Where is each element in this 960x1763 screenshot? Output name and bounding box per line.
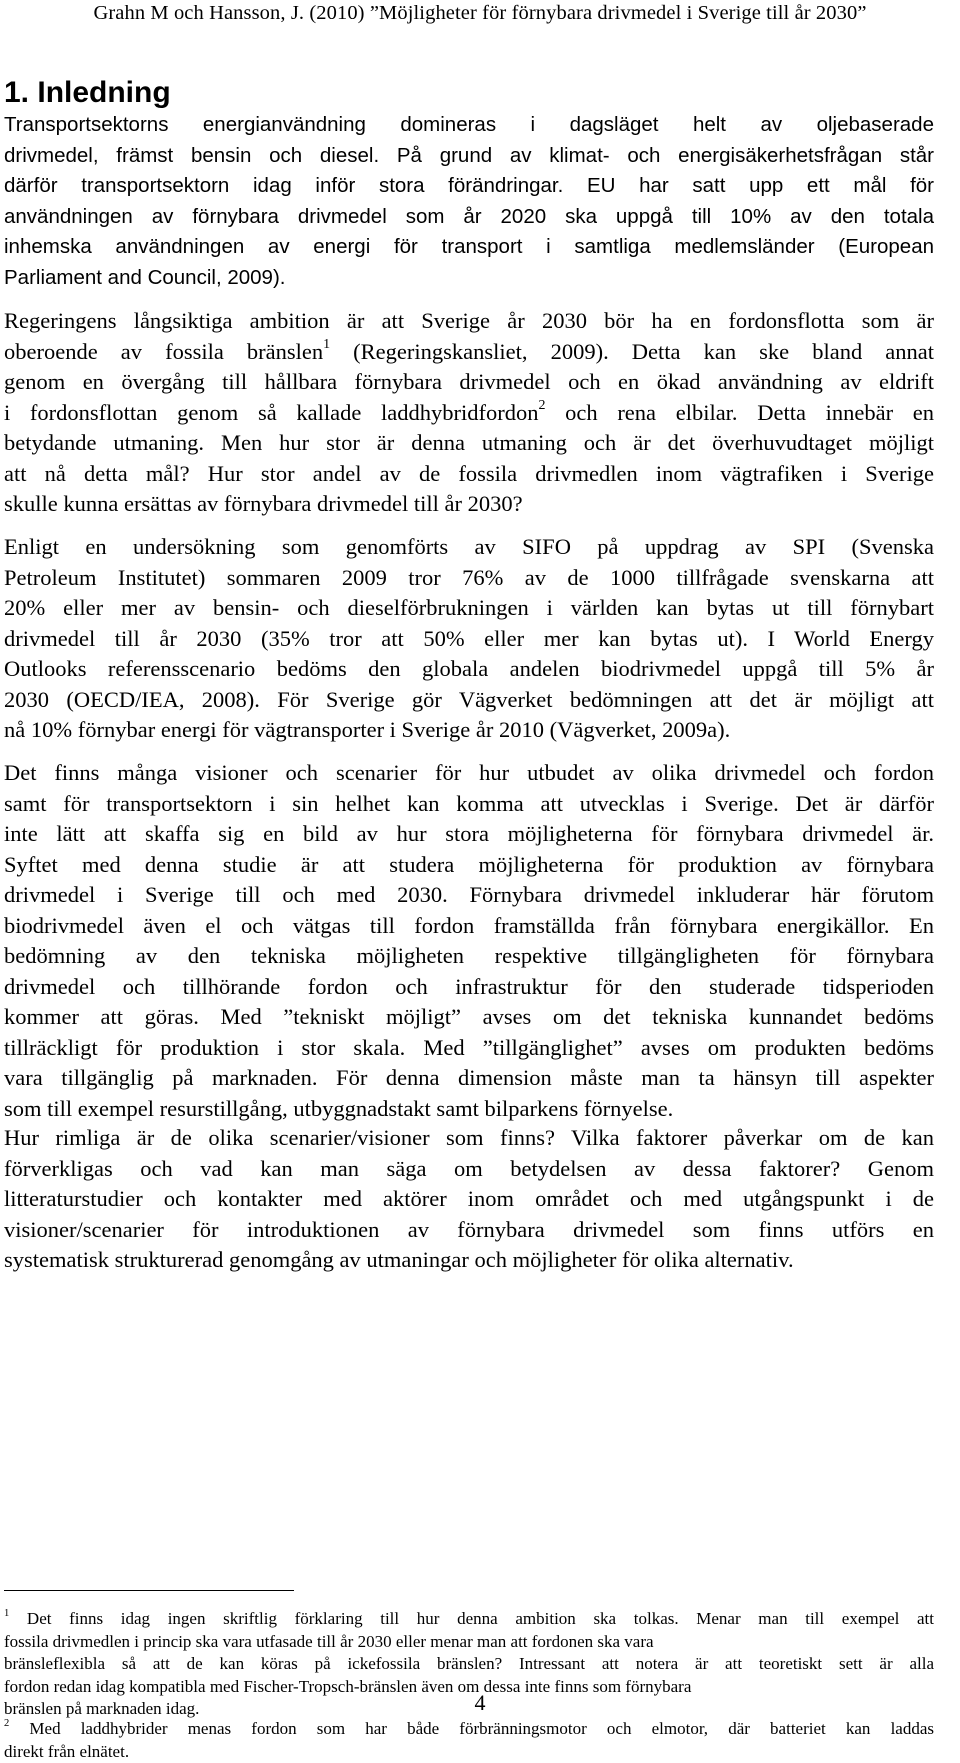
text-line: litteraturstudier och kontakter med aktörer inom området och med utgångspunkt i de [4,1184,934,1215]
text-line: bedömning av den tekniska möjligheten respektive tillgängligheten för förnybara [4,941,934,972]
text-line: fordon redan idag kompatibla med Fischer-Tropsch-bränslen även om dessa inte finns som förnybara [4,1676,934,1699]
text-line [4,337,934,368]
text-line: drivmedel och tillhörande fordon och infrastruktur för den studerade tidsperioden [4,972,934,1003]
footnote-ref-1: 1 [323,337,330,352]
text-line: drivmedel, främst bensin och diesel. På grund av klimat- och energisäkerhetsfrågan står [4,141,934,172]
footnote-number: 1 [4,1608,9,1619]
text-line: systematisk strukturerad genomgång av utmaningar och möjligheter för olika alternativ. [4,1245,934,1276]
text-line: visioner/scenarier för introduktionen av förnybara drivmedel som finns utförs en [4,1215,934,1246]
text-segment: i fordonsflottan genom så kallade laddhybridfordon [4,400,539,425]
text-line: förverkligas och vad kan man säga om betydelsen av dessa faktorer? Genom [4,1154,934,1185]
text-line: Enligt en undersökning som genomförts av SIFO på uppdrag av SPI (Svenska [4,532,934,563]
text-line [4,1608,934,1631]
text-line: 20% eller mer av bensin- och dieselförbrukningen i världen kan bytas ut till förnybart [4,593,934,624]
text-segment: Med laddhybrider menas fordon som har både förbränningsmotor och elmotor, där batteriet kan laddas [9,1719,934,1738]
text-line: nå 10% förnybar energi för vägtransporter i Sverige år 2010 (Vägverket, 2009a). [4,715,934,746]
text-line: betydande utmaning. Men hur stor är denna utmaning och är det överhuvudtaget möjligt [4,428,934,459]
text-line: inhemska användningen av energi för transport i samtliga medlemsländer (European [4,232,934,263]
text-line: Transportsektorns energianvändning domineras i dagsläget helt av oljebaserade [4,110,934,141]
paragraph-questions [4,1123,934,1276]
footnote-2 [4,1718,934,1763]
text-line: Hur rimliga är de olika scenarier/visioner som finns? Vilka faktorer påverkar om de kan [4,1123,934,1154]
text-line: Regeringens långsiktiga ambition är att Sverige år 2030 bör ha en fordonsflotta som är [4,306,934,337]
text-line: skulle kunna ersättas av förnybara drivmedel till år 2030? [4,489,934,520]
text-segment: oberoende av fossila bränslen [4,339,323,364]
text-line: användningen av förnybara drivmedel som år 2020 ska uppgå till 10% av den totala [4,202,934,233]
text-segment: (Regeringskansliet, 2009). Detta kan ske bland annat [330,339,934,364]
text-line: Parliament and Council, 2009). [4,263,934,294]
text-line: att nå detta mål? Hur stor andel av de fossila drivmedlen inom vägtrafiken i Sverige [4,459,934,490]
text-line: Syftet med denna studie är att studera möjligheterna för produktion av förnybara [4,850,934,881]
text-line: som till exempel resurstillgång, utbyggnadstakt samt bilparkens förnyelse. [4,1094,934,1125]
text-line [4,1718,934,1741]
text-segment: Det finns idag ingen skriftlig förklaring till hur denna ambition ska tolkas. Menar man till exempel att [9,1609,934,1628]
paragraph-intro [4,110,934,293]
section-heading: 1. Inledning [4,76,171,110]
text-line: bränslen på marknaden idag. [4,1698,934,1721]
text-line: därför transportsektorn idag inför stora förändringar. EU har satt upp ett mål för [4,171,934,202]
text-line: vara tillgänglig på marknaden. För denna dimension måste man ta hänsyn till aspekter [4,1063,934,1094]
text-line: biodrivmedel även el och vätgas till fordon framställda från förnybara energikällor. En [4,911,934,942]
paragraph-survey [4,532,934,746]
text-line: direkt från elnätet. [4,1741,934,1763]
text-line: Petroleum Institutet) sommaren 2009 tror 76% av de 1000 tillfrågade svenskarna att [4,563,934,594]
paragraph-ambition [4,306,934,520]
text-line: genom en övergång till hållbara förnybara drivmedel och en ökad användning av eldrift [4,367,934,398]
text-line [4,398,934,429]
text-line: kommer att göras. Med ”tekniskt möjligt” avses om det tekniska kunnandet bedöms [4,1002,934,1033]
footnote-separator [4,1590,294,1591]
text-line: drivmedel i Sverige till och med 2030. Förnybara drivmedel inkluderar här förutom [4,880,934,911]
text-line: drivmedel till år 2030 (35% tror att 50% eller mer kan bytas ut). I World Energy [4,624,934,655]
text-line: fossila drivmedlen i princip ska vara utfasade till år 2030 eller menar man att fordonen ska vara [4,1631,934,1654]
text-line: Det finns många visioner och scenarier för hur utbudet av olika drivmedel och fordon [4,758,934,789]
text-line: 2030 (OECD/IEA, 2008). För Sverige gör Vägverket bedömningen att det är möjligt att [4,685,934,716]
text-segment: och rena elbilar. Detta innebär en [545,400,934,425]
footnote-ref-2: 2 [539,398,546,413]
text-line: samt för transportsektorn i sin helhet kan komma att utvecklas i Sverige. Det är därför [4,789,934,820]
text-line: tillräckligt för produktion i stor skala. Med ”tillgänglighet” avses om produkten bedöms [4,1033,934,1064]
paragraph-purpose [4,758,934,1124]
text-line: inte lätt att skaffa sig en bild av hur stora möjligheterna för förnybara drivmedel är. [4,819,934,850]
text-line: Outlooks referensscenario bedöms den globala andelen biodrivmedel uppgå till 5% år [4,654,934,685]
running-header: Grahn M och Hansson, J. (2010) ”Möjligheter för förnybara drivmedel i Sverige till år 2030” [0,2,960,25]
footnote-number: 2 [4,1718,9,1729]
page-number: 4 [0,1690,960,1716]
text-line: bränsleflexibla så att de kan köras på ickefossila bränslen? Intressant att notera är att teoretiskt sett är alla [4,1653,934,1676]
